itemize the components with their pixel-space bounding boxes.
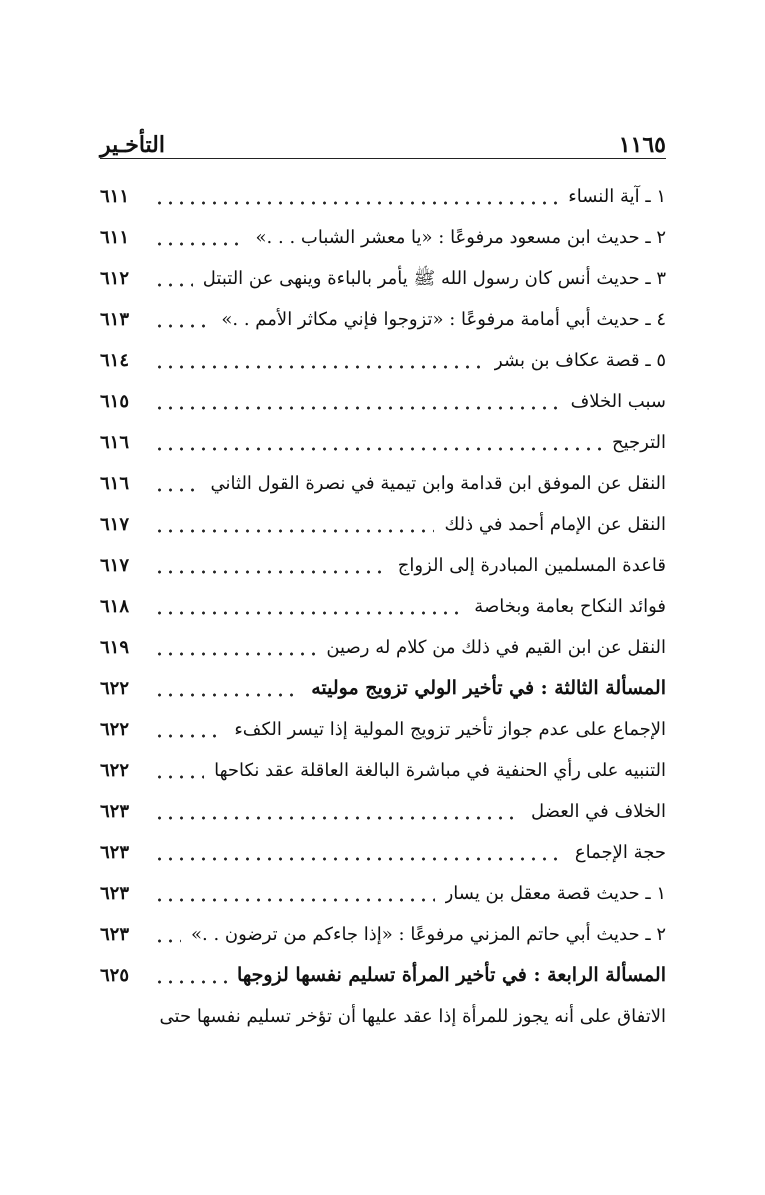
toc-entry-title: ٤ ـ حديث أبي أمامة مرفوعًا : «تزوجوا فإني مكاثر الأمم . .» (221, 309, 666, 330)
dot-leader (154, 529, 434, 533)
toc-entry (100, 340, 666, 381)
toc-entry (100, 627, 666, 668)
toc-entry-title: النقل عن الموفق ابن قدامة وابن تيمية في نصرة القول الثاني (210, 473, 666, 494)
toc-entry-title: ٢ ـ حديث أبي حاتم المزني مرفوعًا : «إذا جاءكم من ترضون . .» (191, 924, 666, 945)
toc-entry (100, 299, 666, 340)
dot-leader (154, 939, 181, 943)
toc-entry-page: ٦١٤ (100, 350, 130, 371)
toc-entry-title: النقل عن الإمام أحمد في ذلك (444, 514, 666, 535)
toc-entry-title: فوائد النكاح بعامة وبخاصة (474, 596, 666, 617)
toc-entry-page: ٦١١ (100, 186, 130, 207)
toc-entry (100, 545, 666, 586)
toc-section-heading (100, 955, 666, 996)
toc-entry-title: سبب الخلاف (570, 391, 666, 412)
toc-entry-page: ٦٢٢ (100, 760, 130, 781)
toc-entry (100, 422, 666, 463)
dot-leader (154, 693, 301, 697)
dot-leader (154, 201, 558, 205)
header-section-title: التأخـير (100, 132, 165, 158)
toc-entry-page: ٦٢٢ (100, 678, 130, 699)
dot-leader (154, 283, 193, 287)
toc-entry-title: التنبيه على رأي الحنفية في مباشرة البالغة العاقلة عقد نكاحها (214, 760, 666, 781)
dot-leader (154, 611, 464, 615)
toc-entry (100, 176, 666, 217)
toc-entry-title: ٣ ـ حديث أنس كان رسول الله ﷺ يأمر بالباءة وينهى عن التبتل (202, 268, 666, 289)
toc-entry-page: ٦٢٣ (100, 801, 130, 822)
toc-entry-page: ٦١٥ (100, 391, 130, 412)
dot-leader (154, 980, 227, 984)
toc-entry-page: ٦٢٣ (100, 924, 130, 945)
dot-leader (154, 447, 602, 451)
toc-entry (100, 258, 666, 299)
toc-entry-title: المسألة الثالثة : في تأخير الولي تزويج موليته (311, 677, 666, 699)
dot-leader (154, 242, 246, 246)
dot-leader (154, 365, 484, 369)
toc-entry-page: ٦١٩ (100, 637, 130, 658)
toc-entry (100, 709, 666, 750)
dot-leader (154, 406, 561, 410)
toc-entry (100, 750, 666, 791)
toc-entry-title: قاعدة المسلمين المبادرة إلى الزواج (397, 555, 666, 576)
toc-entry-page: ٦١٧ (100, 555, 130, 576)
running-header (100, 122, 666, 158)
table-of-contents (100, 176, 666, 1037)
toc-entry-page: ٦٢٣ (100, 883, 130, 904)
toc-entry-page: ٦١٦ (100, 432, 130, 453)
dot-leader (154, 324, 211, 328)
toc-entry-title: ٥ ـ قصة عكاف بن بشر (494, 350, 666, 371)
dot-leader (154, 857, 565, 861)
toc-entry (100, 504, 666, 545)
toc-entry (100, 832, 666, 873)
header-divider (100, 158, 666, 159)
toc-entry-title: ١ ـ حديث قصة معقل بن يسار (444, 883, 666, 904)
toc-entry-page: ٦١٦ (100, 473, 130, 494)
header-page-number: ١١٦٥ (618, 132, 666, 158)
toc-entry (100, 217, 666, 258)
toc-entry (100, 381, 666, 422)
toc-entry-title: الإجماع على عدم جواز تأخير تزويج المولية إذا تيسر الكفء (234, 719, 666, 740)
toc-entry-title: الخلاف في العضل (531, 801, 666, 822)
toc-entry-page: ٦١٣ (100, 309, 130, 330)
toc-entry-page: ٦٢٢ (100, 719, 130, 740)
dot-leader (154, 734, 224, 738)
dot-leader (154, 898, 435, 902)
continued-entry-text: الاتفاق على أنه يجوز للمرأة إذا عقد عليها أن تؤخر تسليم نفسها حتى (159, 1006, 666, 1027)
toc-entry-title: المسألة الرابعة : في تأخير المرأة تسليم نفسها لزوجها (237, 964, 666, 986)
toc-entry-page: ٦١٧ (100, 514, 130, 535)
toc-entry (100, 586, 666, 627)
dot-leader (154, 488, 201, 492)
toc-entry-title: حجة الإجماع (574, 842, 666, 863)
toc-section-heading (100, 668, 666, 709)
toc-entry-page: ٦١١ (100, 227, 130, 248)
toc-entry-title: النقل عن ابن القيم في ذلك من كلام له رصين (326, 637, 666, 658)
toc-entry-title: ٢ ـ حديث ابن مسعود مرفوعًا : «يا معشر الشباب . . .» (255, 227, 666, 248)
toc-entry-title: الترجيح (611, 432, 666, 453)
toc-entry-title: ١ ـ آية النساء (568, 186, 666, 207)
dot-leader (154, 775, 204, 779)
toc-entry-page: ٦١٢ (100, 268, 130, 289)
toc-entry-page: ٦٢٥ (100, 965, 130, 986)
toc-entry (100, 463, 666, 504)
toc-entry (100, 873, 666, 914)
dot-leader (154, 570, 388, 574)
dot-leader (154, 816, 521, 820)
dot-leader (154, 652, 316, 656)
toc-entry (100, 914, 666, 955)
toc-entry-page: ٦١٨ (100, 596, 130, 617)
toc-entry-page: ٦٢٣ (100, 842, 130, 863)
toc-entry (100, 791, 666, 832)
